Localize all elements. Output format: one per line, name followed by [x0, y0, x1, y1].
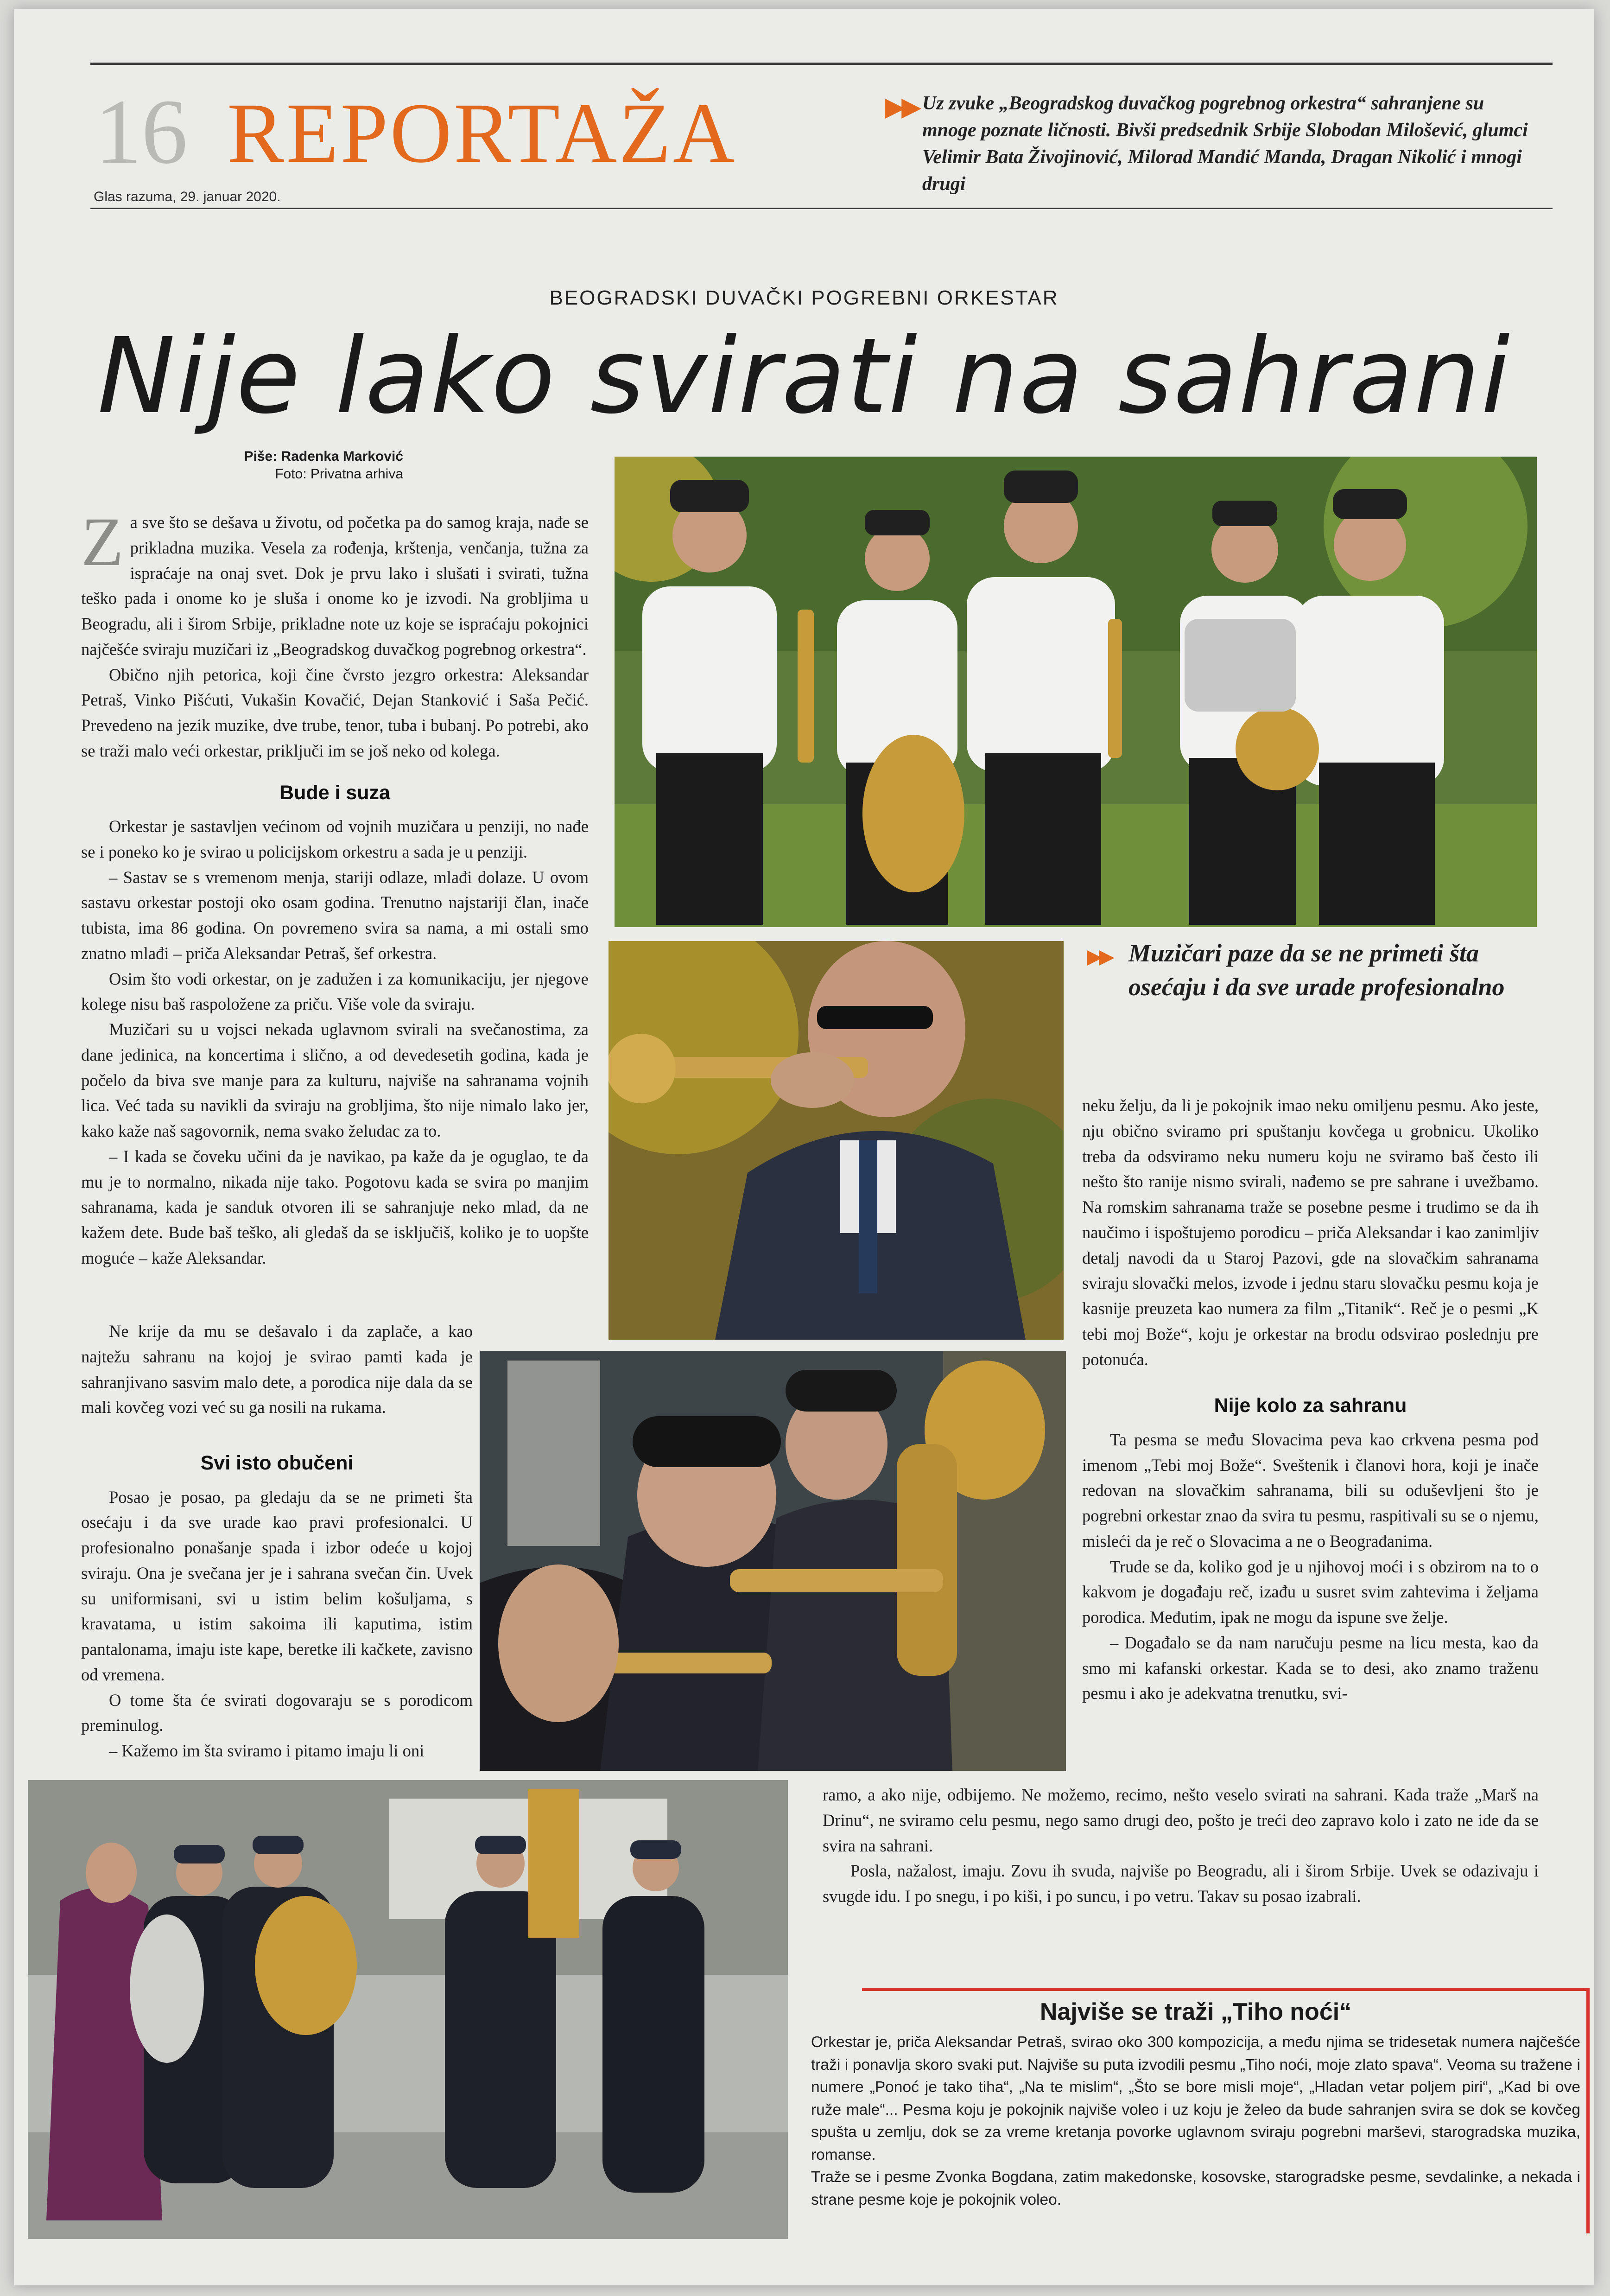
arrow-icon: ▶▶	[885, 92, 918, 122]
paragraph: – I kada se čoveku učini da je navikao, pa kaže da je oguglao, te da mu je to normalno, nikada nije tako. Pogotovu kada se svira po manjim sahranama, kada je sanduk otvoren ili se sahranjuje neko mlad, da ne kažem dete. Bude baš teško, ali gledaš da se isključiš, koliko je to uopšte moguće – kaže Aleksandar.	[81, 1146, 589, 1267]
photo-funeral-procession	[28, 1780, 788, 2239]
column-3	[1082, 1093, 1539, 1706]
arrow-icon: ▶▶	[1087, 945, 1111, 968]
paragraph: a sve što se dešava u životu, od početka pa do samog kraja, nađe se prikladna muzika. Vesela za rođenja, krštenja, venčanja, tužna za ispraćaje na onaj svet. Dok je prvu lako i slušati i svirati, tužna teško pada i onome ko je sluša i onome ko je izvodi. Na grobljima u Beogradu, ali i širom Srbije, prikladne note uz koje se ispraćaju pokojnici najčešće sviraju muzičari iz „Beogradskog duvačkog pogrebnog orkestra“.	[81, 513, 589, 659]
photo-musicians-closeup	[480, 1351, 1066, 1771]
paragraph: Muzičari su u vojsci nekada uglavnom svirali na svečanostima, za dane jedinica, na koncertima i slično, a od devedesetih godina, kada je počelo da biva sve manje para za kulturu, najviše na sahranama vojnih lica. Već tada su navikli da sviraju na grobljima, što nije nimalo lako jer, kako kaže naš sagovornik, nema svako želudac za to.	[81, 1020, 589, 1140]
paragraph: Osim što vodi orkestar, on je zadužen i za komunikaciju, jer njegove kolege nisu baš raspoložene za priču. Više vole da sviraju.	[81, 969, 589, 1014]
column-1	[81, 503, 589, 1271]
article-kicker: BEOGRADSKI DUVAČKI POGREBNI ORKESTAR	[549, 286, 1059, 309]
section-title: REPORTAŽA	[227, 86, 737, 181]
paragraph: – Kažemo im šta sviramo i pitamo imaju li oni	[109, 1741, 425, 1760]
paragraph: – Događalo se da nam naručuju pesme na licu mesta, kao da smo mi kafanski orkestar. Kada se to desi, ako znamo traženu pesmu i ako je adekvatna trenutku, svi-	[1082, 1633, 1539, 1703]
subheading: Svi isto obučeni	[200, 1452, 354, 1474]
author: Piše: Radenka Marković	[244, 449, 403, 464]
newspaper-page	[14, 9, 1594, 2285]
paragraph: neku želju, da li je pokojnik imao neku omiljenu pesmu. Ako jeste, nju obično sviramo pri spuštanju kovčega u grobnicu. Ukoliko treba da odsviramo neku numeru koju ne sviramo baš često ili nešto što ranije nismo svirali, nađemo se pre sahrane i uvežbamo. Na romskim sahranama traže se posebne pesme i trudimo se da ih naučimo i ispoštujemo porodicu – priča Aleksandar i kao zanimljiv detalj navodi da u Staroj Pazovi, gde na slovačkim sahranama sviraju slovački melos, izvode i jednu staru slovačku pesmu koja je kasnije preuzeta kao numera za film „Titanik“. Reč je o pesmi „K tebi moj Bože“, koju je orkestar na brodu odsvirao poslednju pre potonuća.	[1082, 1096, 1539, 1369]
subheading: Nije kolo za sahranu	[1214, 1394, 1407, 1417]
page-number: 16	[95, 81, 188, 183]
wide-text	[823, 1782, 1539, 1909]
pull-quote: Muzičari paze da se ne primeti šta osećaju i da sve urade profesionalno	[1128, 939, 1505, 1001]
paragraph: Posla, nažalost, imaju. Zovu ih svuda, najviše po Beogradu, ali i širom Srbije. Uvek se odazivaju i svugde idu. I po snegu, i po kiši, i po suncu, i po vetru. Takav su posao izabrali.	[823, 1861, 1539, 1906]
paragraph: Orkestar je sastavljen većinom od vojnih muzičara u penziji, no nađe se i poneko ko je svirao u policijskom orkestru a sada je u penziji.	[81, 817, 589, 861]
sidebar-box-content	[811, 1998, 1580, 2212]
subheading: Bude i suza	[279, 781, 390, 804]
photo-orchestra-group	[615, 457, 1537, 927]
paragraph: Traže se i pesme Zvonka Bogdana, zatim makedonske, kosovske, starogradske pesme, sevdalinke, a nekada i strane pesme koje je pokojnik voleo.	[811, 2169, 1580, 2208]
paragraph: O tome šta će svirati dogovaraju se s porodicom preminulog.	[81, 1690, 473, 1735]
paragraph: Orkestar je, priča Aleksandar Petraš, svirao oko 300 kompozicija, a među njima se tridesetak numera najčešće traži i ponavlja skoro svaki put. Najviše su puta izvodili pesmu „Tiho noći, moje zlato spava“. Veoma su tražene i numere „Ponoć je tako tiha“, „Na te mislim“, „Što se bore misli moje“, „Hladan vetar poljem piri“, „Kad bi ove ruže male“... Pesma koju je pokojnik najviše voleo i uz koju je želeo da bude sahranjen svira se dok se kovčeg spušta u zemlju, dok se za vreme kretanja povorke uglavnom sviraju pogrebni marševi, starogradska muzika, romanse.	[811, 2034, 1580, 2163]
paragraph: Obično njih petorica, koji čine čvrsto jezgro orkestra: Aleksandar Petraš, Vinko Pišćuti, Vukašin Kovačić, Dejan Stanković i Saša Pečić. Prevedeno na jezik muzike, dve trube, tenor, tuba i bubanj. Po potrebi, ako se traži malo veći orkestar, priključi im se još neko od kolega.	[81, 665, 589, 760]
drop-cap: Z	[81, 503, 124, 580]
photo-trumpeter	[609, 941, 1064, 1340]
dateline: Glas razuma, 29. januar 2020.	[94, 189, 281, 204]
photo-credit: Foto: Privatna arhiva	[275, 466, 403, 482]
top-rule	[90, 63, 1553, 65]
paragraph: Posao je posao, pa gledaju da se ne primeti šta osećaju i da sve urade kao pravi profesionalci. U profesionalno ponašanje spada i izbor odeće u kojoj sviraju. Ona je svečana jer je i sahrana svečan čin. Uvek su uniformisani, svi u istim belim košuljama, s kravatama, u istim sakoima ili kaputima, istim pantalonama, imaju iste kape, beretke ili kačkete, zavisno od vremena.	[81, 1487, 473, 1684]
article-title: Nije lako svirati na sahrani	[97, 316, 1511, 437]
paragraph: ramo, a ako nije, odbijemo. Ne možemo, recimo, nešto veselo svirati na sahrani. Kada traže „Marš na Drinu“, ne sviramo celu pesmu, nego samo drugi deo, pošto je treći deo zapravo kolo i zato ne ide da se svira na sahrani.	[823, 1785, 1539, 1855]
paragraph: Ta pesma se među Slovacima peva kao crkvena pesma pod imenom „Tebi moj Bože“. Sveštenik i članovi hora, koji je inače redovan na slovačkim sahranama, bili su oduševljeni što je pogrebni orkestar znao da svira tu pesmu, raspitivali su se o njemu, misleći da je reč o Slovacima a ne o Beograđanima.	[1082, 1430, 1539, 1551]
column-1-narrow	[81, 1319, 473, 1764]
headnote: Uz zvuke „Beogradskog duvačkog pogrebnog orkestra“ sahranjene su mnoge poznate ličnosti. Bivši predsednik Srbije Slobodan Milošević, glumci Velimir Bata Živojinović, Milorad Mandić Manda, Dragan Nikolić i mnogi drugi	[922, 93, 1528, 195]
byline	[209, 448, 403, 483]
box-title: Najviše se traži „Tiho noći“	[1040, 1998, 1352, 2025]
masthead-rule	[90, 208, 1553, 209]
box-text	[811, 2031, 1580, 2212]
paragraph: Ne krije da mu se dešavalo i da zaplače, a kao najtežu sahranu na kojoj je svirao pamti kada je sahranjivano sasvim malo dete, a porodica nije dala da se mali kovčeg vozi već su ga nosili na rukama.	[81, 1322, 473, 1417]
paragraph: – Sastav se s vremenom menja, stariji odlaze, mlađi dolaze. U ovom sastavu orkestar postoji oko osam godina. Trenutno najstariji član, inače tubista, ima 86 godina. On povremeno svira sa nama, a mi ostali smo znatno mlađi – priča Aleksandar Petraš, šef orkestra.	[81, 867, 589, 963]
paragraph: Trude se da, koliko god je u njihovoj moći i s obzirom na to o kakvom je događaju reč, izađu u susret svim zahtevima i željama porodica. Međutim, ipak ne mogu da ispune sve želje.	[1082, 1557, 1539, 1627]
